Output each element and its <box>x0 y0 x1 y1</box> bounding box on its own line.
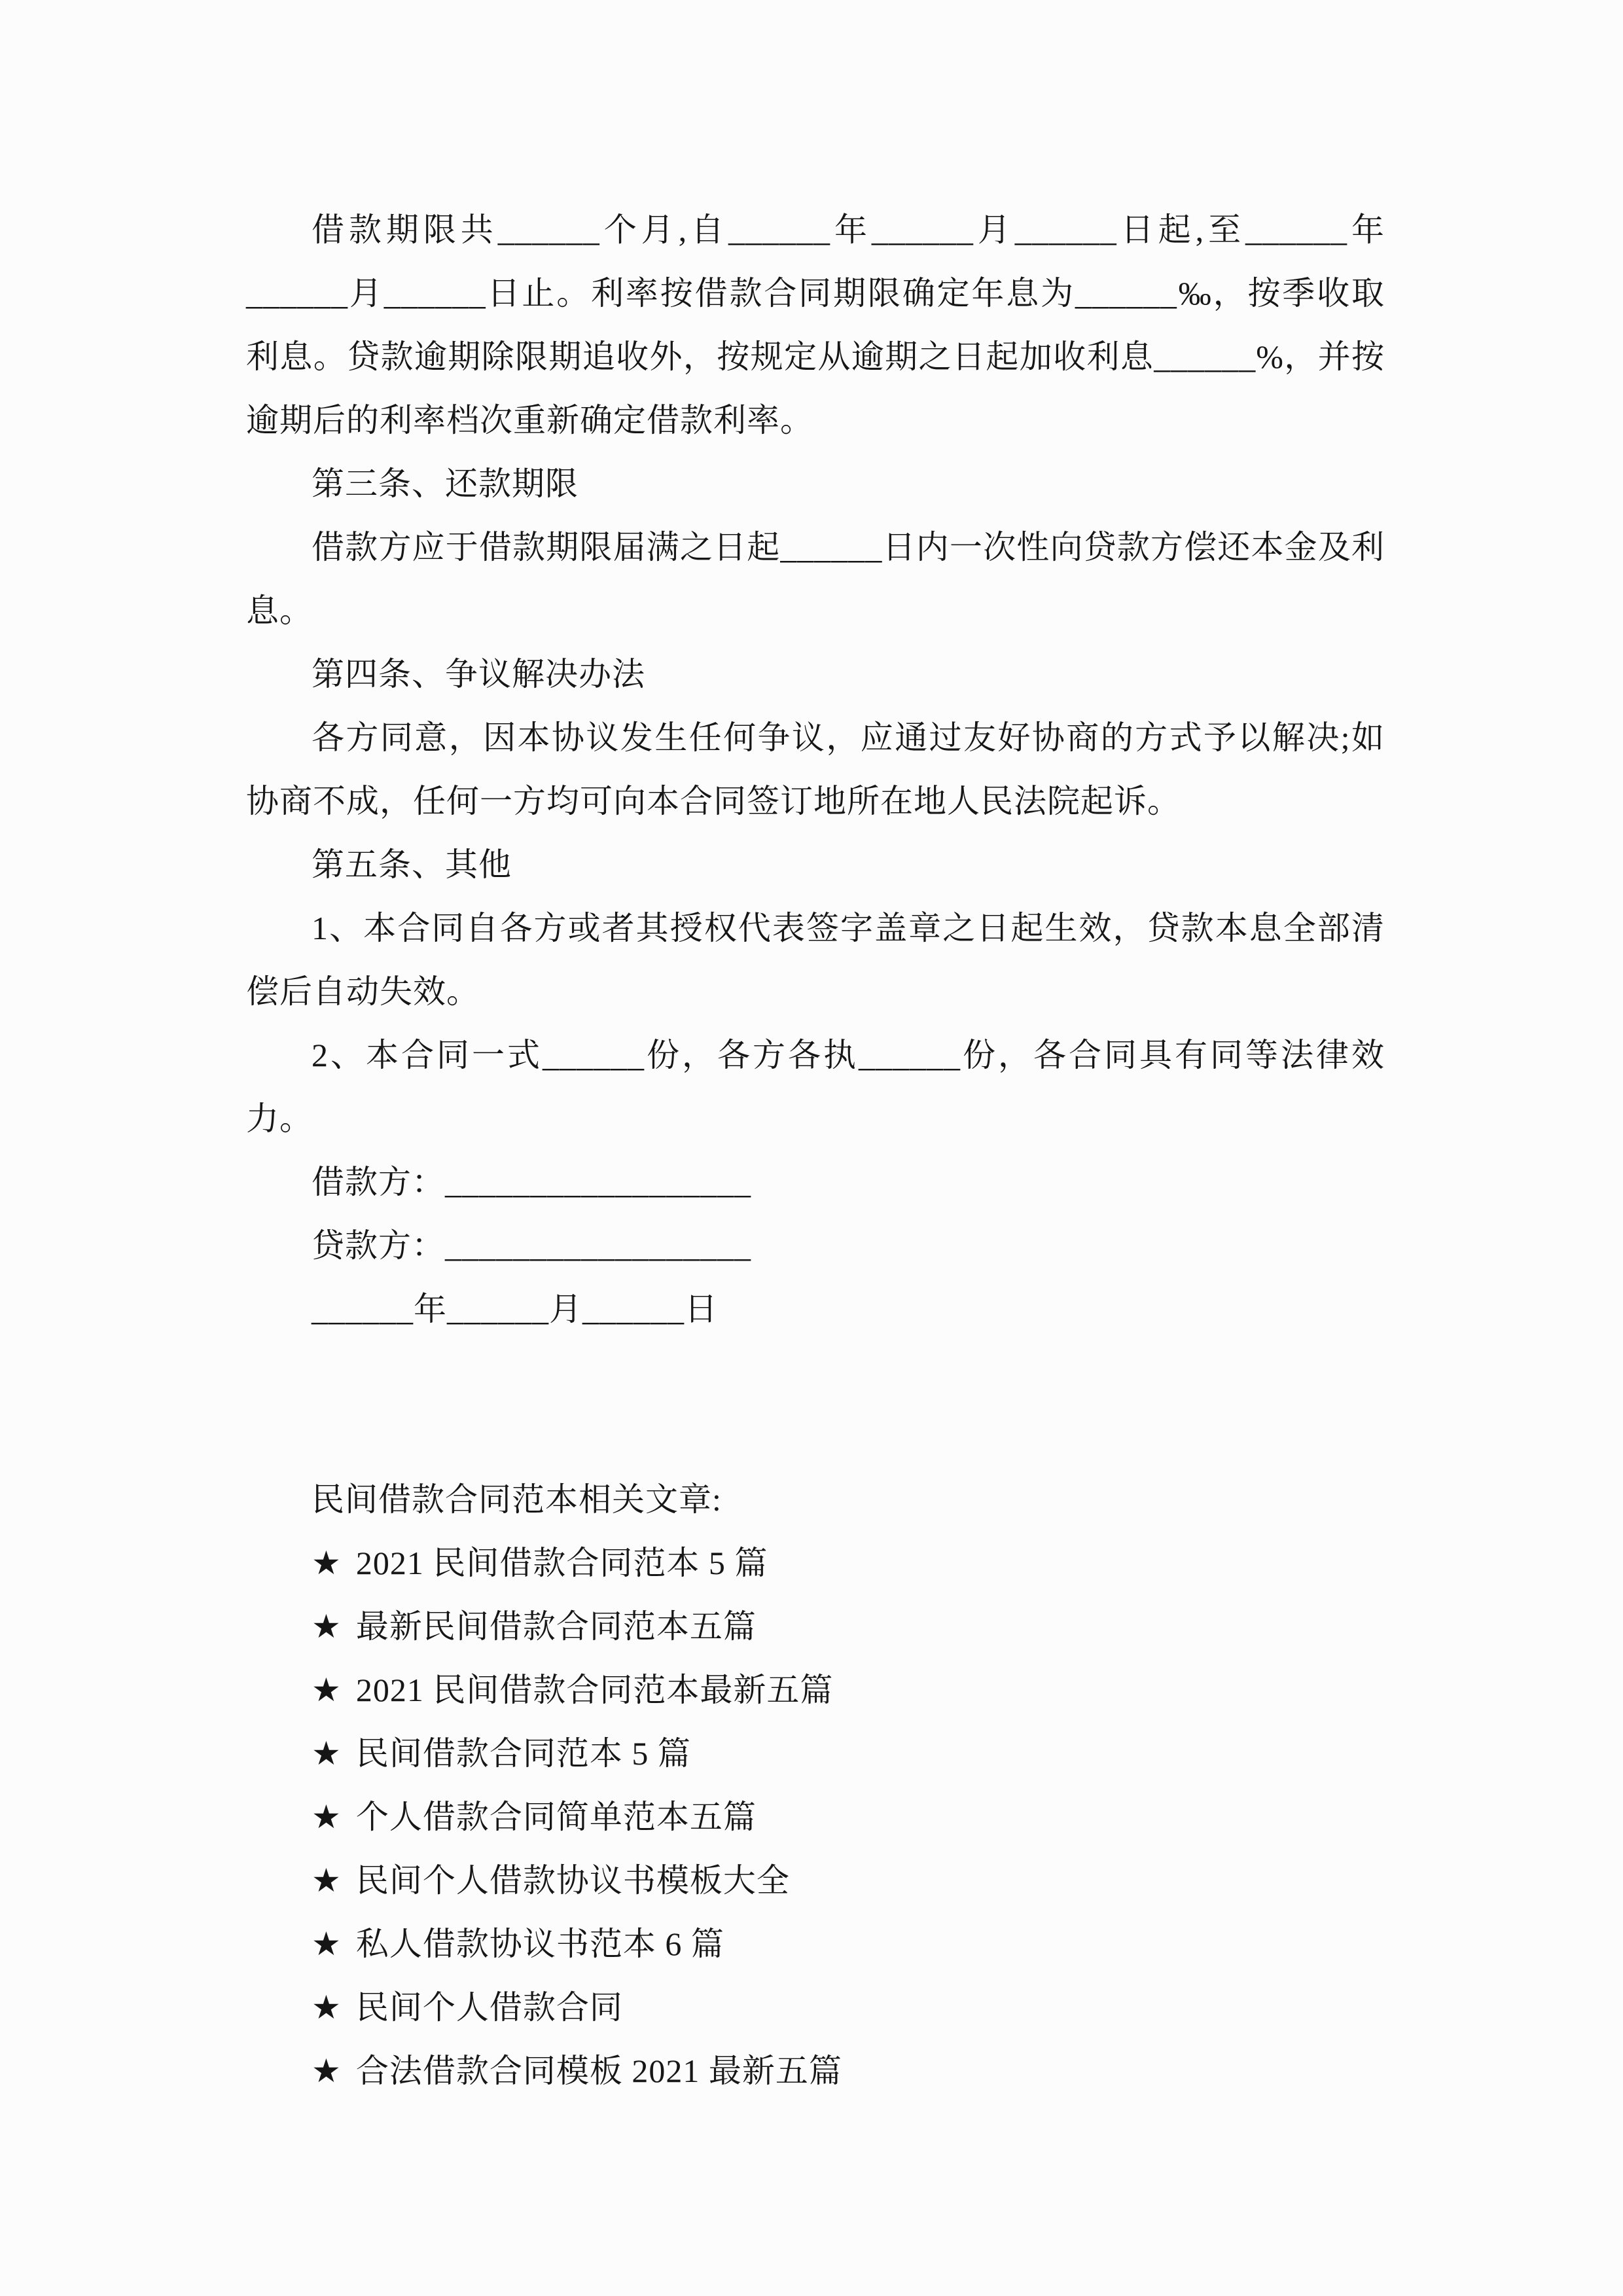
clause-5-item-2: 2、本合同一式______份，各方各执______份，各合同具有同等法律效力。 <box>246 1037 1385 1137</box>
star-icon: ★ <box>312 1735 342 1772</box>
clause-loan-term-paragraph: 借款期限共______个月,自______年______月______日起,至______年______月______日止。利率按借款合同期限确定年息为______‰，按季收取利息。贷款逾期除限期追收外，按规定从逾期之日起加收利息______%，并按逾期后的利率档次重新确定借款利率。 <box>246 211 1385 439</box>
star-icon: ★ <box>312 1545 342 1581</box>
related-article-item <box>246 1785 1385 1849</box>
related-article-item <box>246 1912 1385 1976</box>
related-articles-heading: 民间借款合同范本相关文章: <box>312 1481 722 1518</box>
related-article-item <box>246 1976 1385 2039</box>
clause-3-body: 借款方应于借款期限届满之日起______日内一次性向贷款方偿还本金及利息。 <box>246 529 1385 629</box>
lender-signature-line: 贷款方：__________________ <box>312 1227 751 1264</box>
related-article-title: 民间借款合同范本 5 篇 <box>355 1735 691 1772</box>
related-article-title: 民间个人借款合同 <box>355 1989 623 2026</box>
clause-4-body: 各方同意，因本协议发生任何争议，应通过友好协商的方式予以解决;如协商不成，任何一方均可向本合同签订地所在地人民法院起诉。 <box>246 719 1385 819</box>
related-article-item <box>246 2039 1385 2103</box>
borrower-signature-line: 借款方：__________________ <box>312 1164 751 1200</box>
related-article-item <box>246 1659 1385 1722</box>
star-icon: ★ <box>312 1989 342 2026</box>
related-article-item <box>246 1722 1385 1785</box>
related-article-item <box>246 1849 1385 1912</box>
star-icon: ★ <box>312 2053 342 2089</box>
related-article-title: 2021 民间借款合同范本最新五篇 <box>355 1672 834 1708</box>
star-icon: ★ <box>312 1799 342 1835</box>
date-line: ______年______月______日 <box>312 1291 718 1327</box>
clause-4-heading: 第四条、争议解决办法 <box>312 656 645 692</box>
related-article-title: 个人借款合同简单范本五篇 <box>355 1799 757 1835</box>
clause-5-heading: 第五条、其他 <box>312 846 512 883</box>
star-icon: ★ <box>312 1672 342 1708</box>
related-article-title: 民间个人借款协议书模板大全 <box>355 1862 790 1899</box>
star-icon: ★ <box>312 1862 342 1899</box>
clause-5-item-1: 1、本合同自各方或者其授权代表签字盖章之日起生效，贷款本息全部清偿后自动失效。 <box>246 910 1385 1010</box>
star-icon: ★ <box>312 1608 342 1645</box>
related-article-title: 合法借款合同模板 2021 最新五篇 <box>355 2053 842 2089</box>
related-article-title: 私人借款协议书范本 6 篇 <box>355 1926 724 1962</box>
document-body <box>246 198 1385 2103</box>
related-article-title: 最新民间借款合同范本五篇 <box>355 1608 757 1645</box>
related-article-item <box>246 1595 1385 1659</box>
clause-3-heading: 第三条、还款期限 <box>312 465 579 502</box>
related-article-title: 2021 民间借款合同范本 5 篇 <box>355 1545 768 1581</box>
star-icon: ★ <box>312 1926 342 1962</box>
related-article-item <box>246 1532 1385 1595</box>
